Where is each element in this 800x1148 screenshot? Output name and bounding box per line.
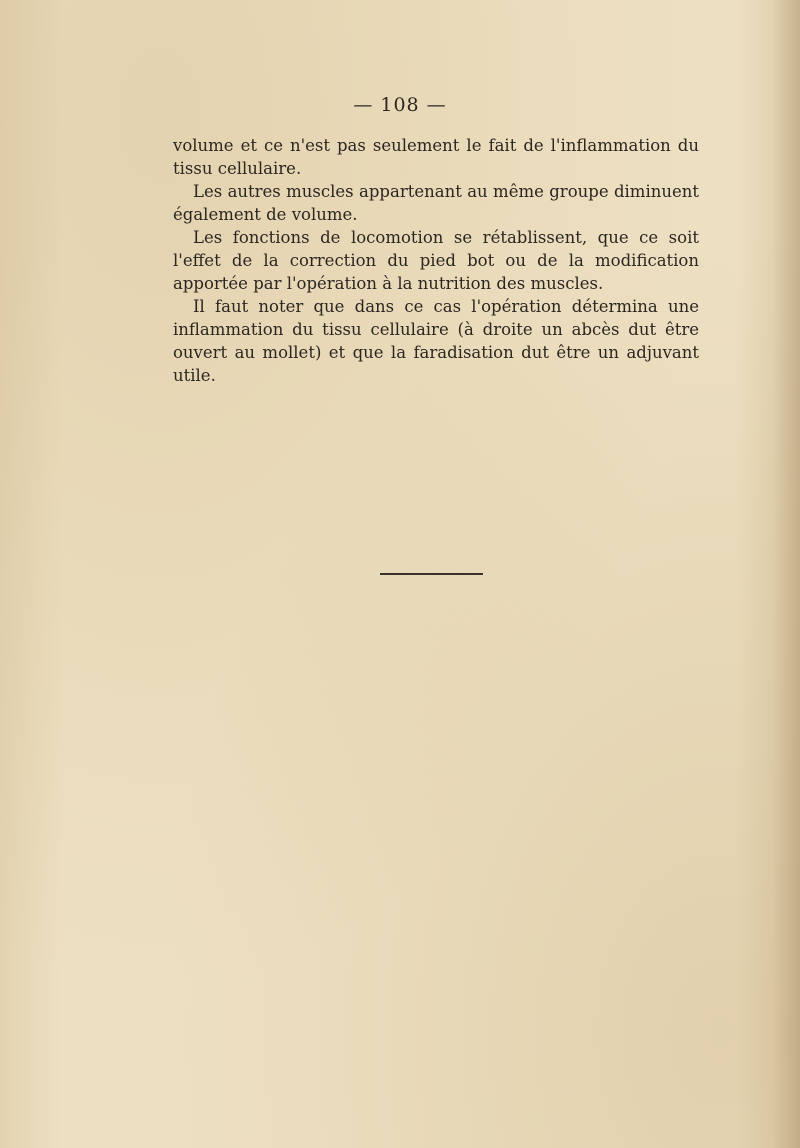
paragraph-3: Les fonctions de locomotion se rétablissent, que ce soit l'effet de la correction du pied bot ou de la modification apportée par l'opération à la nutrition des muscles. (173, 228, 699, 293)
paragraph-4: Il faut noter que dans ce cas l'opération détermina une inflammation du tissu cellulaire (à droite un abcès dut être ouvert au mollet) et que la faradisation dut être un adjuvant utile. (173, 297, 699, 385)
body-text (173, 134, 699, 387)
section-end-rule (380, 573, 483, 575)
paragraph-2: Les autres muscles appartenant au même groupe diminuent également de volume. (173, 182, 699, 224)
page-edge-shadow (772, 0, 800, 1148)
paragraph-1: volume et ce n'est pas seulement le fait de l'inflammation du tissu cellulaire. (173, 136, 699, 178)
page-number: — 108 — (353, 94, 447, 116)
